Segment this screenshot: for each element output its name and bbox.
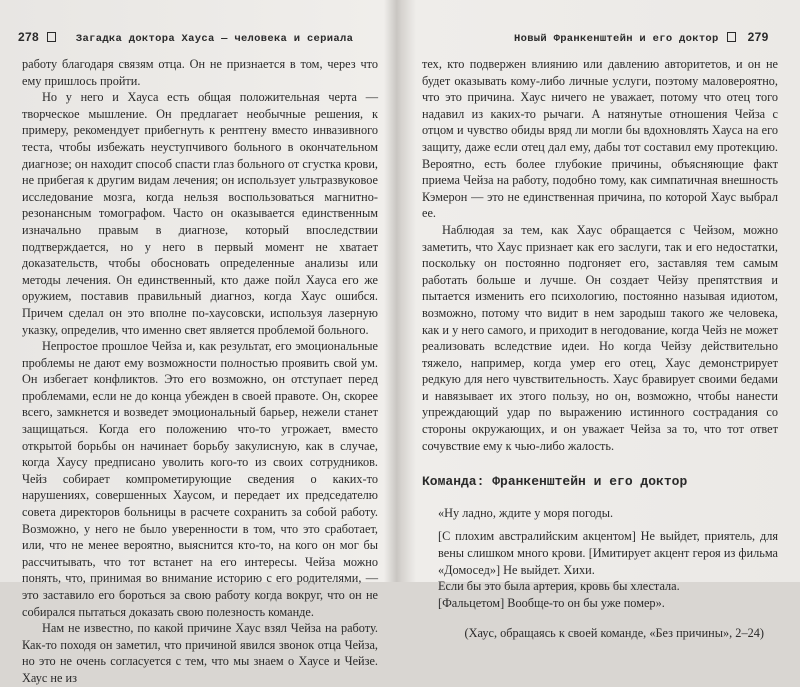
paragraph: Непростое прошлое Чейза и, как результат, его эмоциональные проблемы не дают ему возможности полностью проявить свой ум. Он избегает конфликтов. Это его возможно, он отступает перед проблемами, если не до конца убежден в своей правоте. Он, скорее всего, замкнется и возведет эмоциональный барьер, нежели станет защищаться. Когда его положению что-то угрожает, вместо открытой борьбы он начинает борьбу закулисную, как в случае, когда Хаусу предписано уволить кого-то из своих сотрудников. Чейз собирает компрометирующие сведения о каких-то нарушениях, совершенных Хаусом, и передает их председателю совета директоров больницы в расчете сохранить за собой работу. Возможно, у него не было уверенности в том, что это сработает, или, что не менее вероятно, выяснится кто-то, на кого он мог бы рассчитывать, что тот встанет на его интересы. Чейза можно понять, что, принимая во внимание историю с его родителями, — это заставило его бороться за свою работу когда вокруг, что он не собирался пытаться доказать свою полезность команде. [22,339,378,619]
section-heading: Команда: Франкенштейн и его доктор [422,474,688,490]
right-page-body [422,56,778,642]
right-running-head [418,30,784,44]
left-page-number: 278 [18,30,39,44]
quote-line: Если бы это была артерия, кровь бы хлестала. [438,579,680,594]
quote-opening: «Ну ладно, ждите у моря погоды. [438,505,614,520]
paragraph: Но у него и Хауса есть общая положительная черта — творческое мышление. Он предлагает необычные решения, к примеру, рекомендует прибегнуть к рентгену вместо инвазивного теста, чтобы избежать неуступчивого больного в окончательном диагнозе; он находит способ спасти глаз больного от сгустка крови, не прибегая к другим видам лечения; он использует ультразвуковое исследование мозга, когда нельзя воспользоваться магнитно-резонансным томографом. Часто он оказывается единственным изначально правым в диагнозе, который впоследствии подтверждается, но у него в первый момент не хватает доказательств, чтобы обосновать определенные анализы или методы лечения. Он единственный, кто даже пойл Хауса его же оружием, поставив правильный диагноз, когда Хаус ошибся. Причем сделал он это вполне по-хаусовски, используя лазерную указку, определив, что именно свет является проблемой больного. [22,90,378,337]
quote-lines [438,528,778,611]
paragraph: тех, кто подвержен влиянию или давлению авторитетов, и он не будет оказывать кому-либо личные услуги, поэтому маловероятно, что это причина. Хаус ничего не уважает, потому что отец того надавил из каких-то рычаги. А натянутые отношения Чейза с отцом и чувство обиды вряд ли могли бы вдохновлять Хауса на его защиту, даже если отец дал ему, дабы тот составил ему протекцию. Вероятно, есть более глубокие причины, объясняющие факт приема Чейза на работу, подобно тому, как симпатичная внешность Кэмерон — это не единственная причина, по которой Хаус выбрал ее. [422,57,778,221]
paragraph: работу благодаря связям отца. Он не признается в том, через что ему пришлось пройти. [22,57,378,88]
left-page-body [22,56,378,687]
left-running-title: Загадка доктора Хауса — человека и сериала [75,33,354,45]
quote-line: [С плохим австралийским акцентом] Не выйдет, приятель, для вены слишком много крови. [Имитирует акцент героя из фильма «Домосед»] Не выйдет. Хихи. [438,529,778,577]
square-ornament-icon [47,32,56,42]
left-running-head [18,30,386,44]
paragraph: Наблюдая за тем, как Хаус обращается с Чейзом, можно заметить, что Хаус признает как его заслуги, так и его недостатки, поскольку он постоянно подгоняет его, заставляя тем самым работать больше и лучше. Он создает Чейзу препятствия и пытается изменить его психологию, постоянно называя идиотом, возможно, потому что видит в нем зародыш такого же человека, как и у него самого, и приходит в негодование, когда Чейз не может реализовать вследствие идеи. Но когда Чейзу действительно тяжело, например, когда умер его отец, Хаус демонстрирует редкую для него чувствительность. Хаус бравирует своими бедами и навязывает их этого пользу, но он, возможно, чтобы нанести упреждающий удар по выражению истинного сострадания со стороны окружающих, и он уважает Чейза за то, что тот ответ сочувствие ему к чью-либо жалость. [422,222,778,453]
square-ornament-icon [727,32,736,42]
right-running-title: Новый Франкенштейн и его доктор [514,33,719,45]
right-page-number: 279 [747,30,769,44]
paragraph: Нам не известно, по какой причине Хаус взял Чейза на работу. Как-то походя он заметил, что причиной явился звонок отца Чейза, но это не очень согласуется с тем, что мы знаем о Хаусе и Чейзе. Хаус не из [22,621,378,685]
epigraph-quote [422,505,778,642]
left-page [0,0,400,685]
quote-line: [Фальцетом] Вообще-то он бы уже помер». [438,595,665,610]
right-page [400,0,800,641]
quote-attribution: (Хаус, обращаясь к своей команде, «Без причины», 2–24) [464,626,764,641]
